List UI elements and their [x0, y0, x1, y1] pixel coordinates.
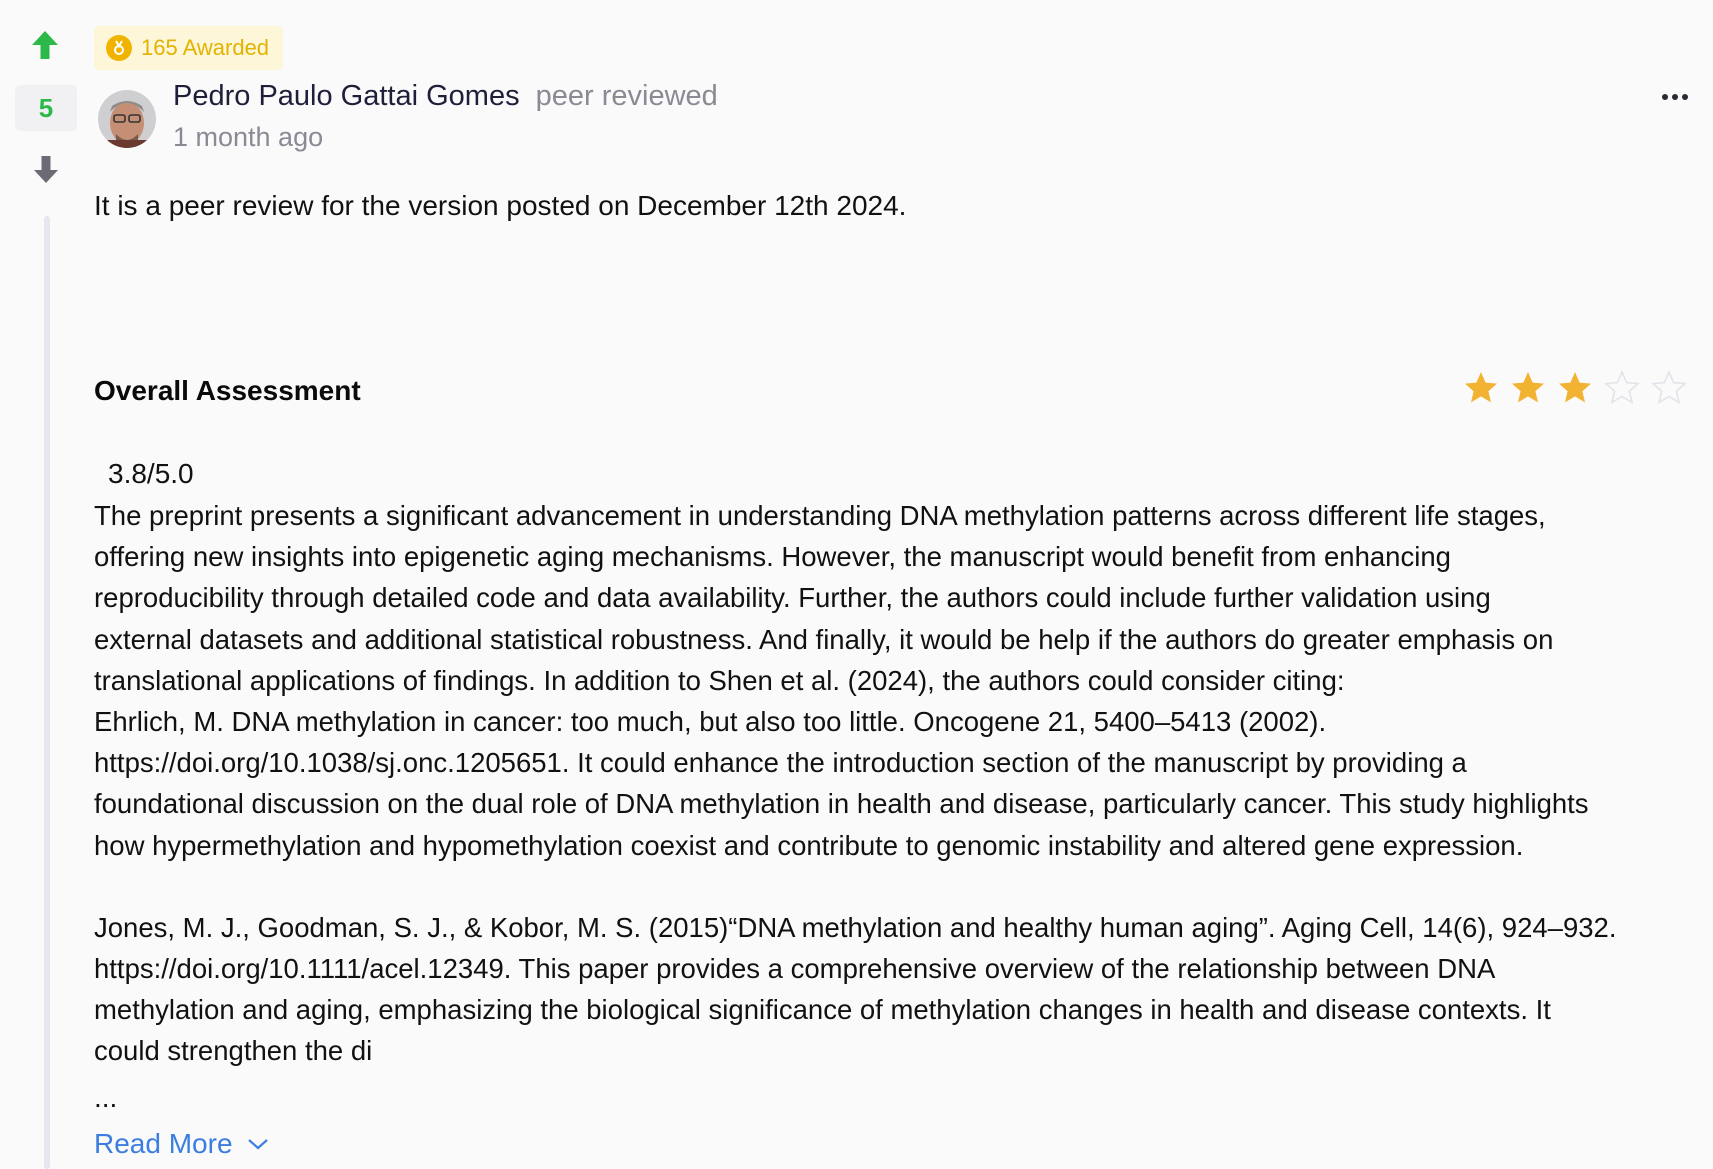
review-line: translational applications of findings. In addition to Shen et al. (2024), the authors could consider citing:: [94, 664, 1345, 696]
vote-column: [0, 0, 86, 1169]
downvote-button[interactable]: [31, 152, 65, 186]
review-line: Jones, M. J., Goodman, S. J., & Kobor, M. S. (2015)“DNA methylation and healthy human aging”. Aging Cell, 14(6), 924–932.: [94, 911, 1617, 943]
more-icon-dot: [1682, 94, 1688, 100]
arrow-down-icon: [31, 152, 61, 186]
review-line: methylation and aging, emphasizing the biological significance of methylation changes in health and disease contexts. It: [94, 994, 1551, 1026]
star-filled-icon: [1557, 370, 1593, 406]
review-line: The preprint presents a significant advancement in understanding DNA methylation patterns across different life stages,: [94, 500, 1546, 531]
award-badge[interactable]: [94, 26, 283, 70]
truncation-ellipsis: ...: [94, 1082, 118, 1113]
review-line: foundational discussion on the dual role of DNA methylation in health and disease, particularly cancer. This study highlights: [94, 788, 1589, 820]
review-line: reproducibility through detailed code and data availability. Further, the authors could include further validation using: [94, 582, 1491, 614]
chevron-down-icon: [247, 1137, 269, 1151]
star-empty-icon: [1651, 370, 1687, 406]
paragraph-gap: [94, 866, 1704, 907]
star-filled-icon: [1463, 370, 1499, 406]
post-time: 1 month ago: [173, 122, 324, 152]
review-line: https://doi.org/10.1038/sj.onc.1205651. It could enhance the introduction section of the manuscript by providing a: [94, 747, 1467, 779]
review-intro: It is a peer review for the version posted on December 12th 2024.: [94, 190, 907, 221]
more-icon-dot: [1672, 94, 1678, 100]
award-badge-label: 165 Awarded: [141, 35, 270, 60]
review-line: Ehrlich, M. DNA methylation in cancer: too much, but also too little. Oncogene 21, 5400–5413 (2002).: [94, 706, 1327, 738]
avatar[interactable]: [98, 90, 156, 148]
upvote-button[interactable]: [28, 28, 62, 62]
star-filled-icon: [1510, 370, 1546, 406]
review-line: could strengthen the di: [94, 1035, 373, 1067]
review-line: how hypermethylation and hypomethylation coexist and contribute to genomic instability and altered gene expression.: [94, 829, 1524, 861]
review-line: offering new insights into epigenetic aging mechanisms. However, the manuscript would benefit from enhancing: [94, 541, 1451, 573]
arrow-up-icon: [28, 28, 62, 62]
vote-count: 5: [15, 85, 77, 131]
score-text: 3.8/5.0: [108, 458, 194, 489]
more-icon-dot: [1662, 94, 1668, 100]
more-options-button[interactable]: [1655, 82, 1695, 112]
review-line: https://doi.org/10.1111/acel.12349. This paper provides a comprehensive overview of the relationship between DNA: [94, 953, 1496, 985]
read-more-link[interactable]: [94, 1128, 269, 1160]
review-body: [94, 495, 1704, 1072]
thread-line: [44, 216, 50, 1169]
star-empty-icon: [1604, 370, 1640, 406]
author-line: [173, 80, 718, 113]
star-rating: [1463, 370, 1687, 406]
author-name[interactable]: Pedro Paulo Gattai Gomes: [173, 80, 520, 112]
peer-reviewed-tag: peer reviewed: [535, 80, 718, 112]
award-icon: [106, 35, 132, 61]
read-more-label: Read More: [94, 1128, 233, 1159]
section-title: Overall Assessment: [94, 375, 361, 406]
review-line: external datasets and additional statistical robustness. And finally, it would be help if the authors do greater emphasis on: [94, 623, 1554, 655]
